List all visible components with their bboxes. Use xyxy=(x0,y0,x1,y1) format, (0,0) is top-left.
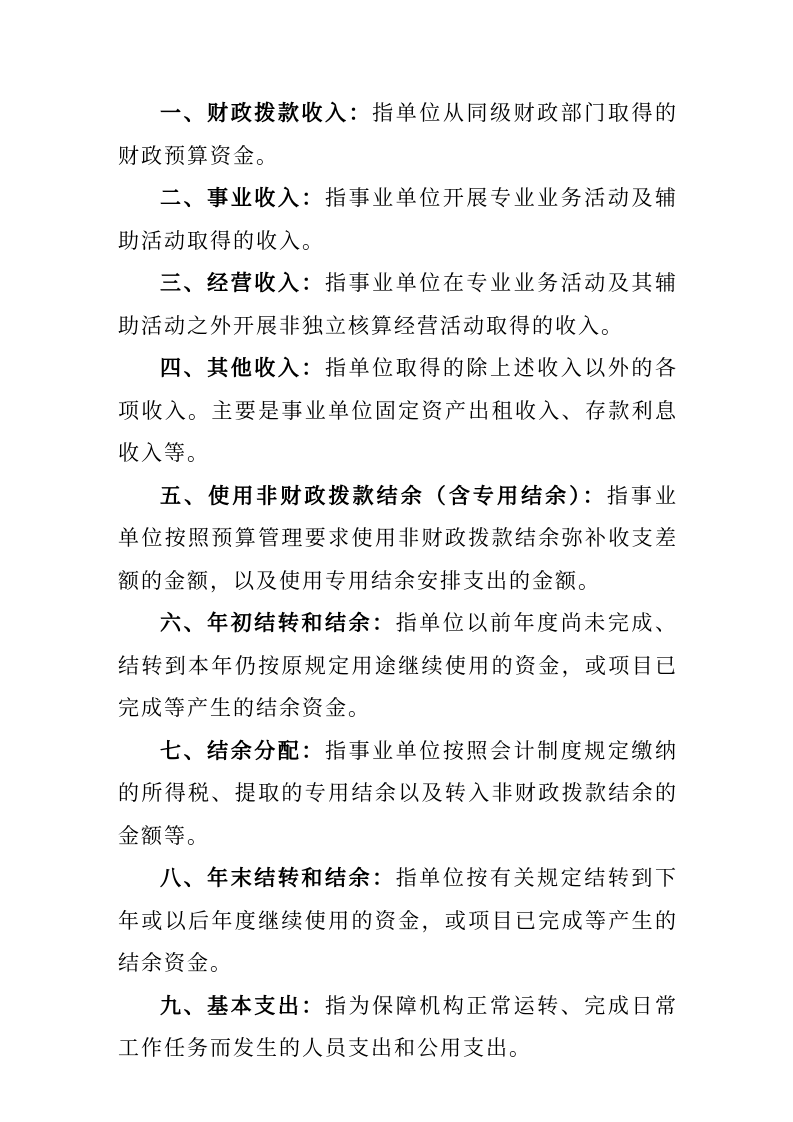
term-label: 九、基本支出： xyxy=(160,993,325,1018)
definition-text: 指事业单位开展专业业务活动及辅助活动取得的收入。 xyxy=(118,186,678,253)
term-label: 七、结余分配： xyxy=(160,738,325,763)
term-label: 一、财政拨款收入： xyxy=(160,101,373,125)
definition-paragraph xyxy=(118,262,678,347)
definition-text: 指单位以前年度尚未完成、结转到本年仍按原规定用途继续使用的资金，或项目已完成等产生的结余资金。 xyxy=(118,611,679,720)
definition-paragraph xyxy=(118,857,678,985)
term-label: 三、经营收入： xyxy=(160,271,325,295)
term-label: 五、使用非财政拨款结余（含专用结余）： xyxy=(160,483,607,508)
definition-text: 指为保障机构正常运转、完成日常工作任务而发生的人员支出和公用支出。 xyxy=(118,993,678,1060)
document-body xyxy=(118,92,678,1070)
definition-text: 指事业单位按照预算管理要求使用非财政拨款结余弥补收支差额的金额，以及使用专用结余安排支出的金额。 xyxy=(118,483,679,593)
definition-paragraph xyxy=(118,347,678,475)
definition-paragraph xyxy=(118,177,678,262)
definition-paragraph xyxy=(118,602,678,730)
definition-paragraph xyxy=(118,985,678,1070)
definition-paragraph xyxy=(118,475,678,603)
term-label: 六、年初结转和结余： xyxy=(160,611,396,635)
definition-text: 指事业单位按照会计制度规定缴纳的所得税、提取的专用结余以及转入非财政拨款结余的金额等。 xyxy=(118,738,678,848)
definition-text: 指单位按有关规定结转到下年或以后年度继续使用的资金，或项目已完成等产生的结余资金。 xyxy=(118,866,679,975)
definition-text: 指事业单位在专业业务活动及其辅助活动之外开展非独立核算经营活动取得的收入。 xyxy=(118,271,678,338)
definition-paragraph xyxy=(118,730,678,858)
term-label: 二、事业收入： xyxy=(160,186,325,210)
term-label: 八、年末结转和结余： xyxy=(160,866,396,890)
definition-text: 指单位从同级财政部门取得的财政预算资金。 xyxy=(118,101,679,168)
definition-paragraph xyxy=(118,92,678,177)
term-label: 四、其他收入： xyxy=(160,356,325,380)
definition-text: 指单位取得的除上述收入以外的各项收入。主要是事业单位固定资产出租收入、存款利息收入等。 xyxy=(118,356,678,465)
